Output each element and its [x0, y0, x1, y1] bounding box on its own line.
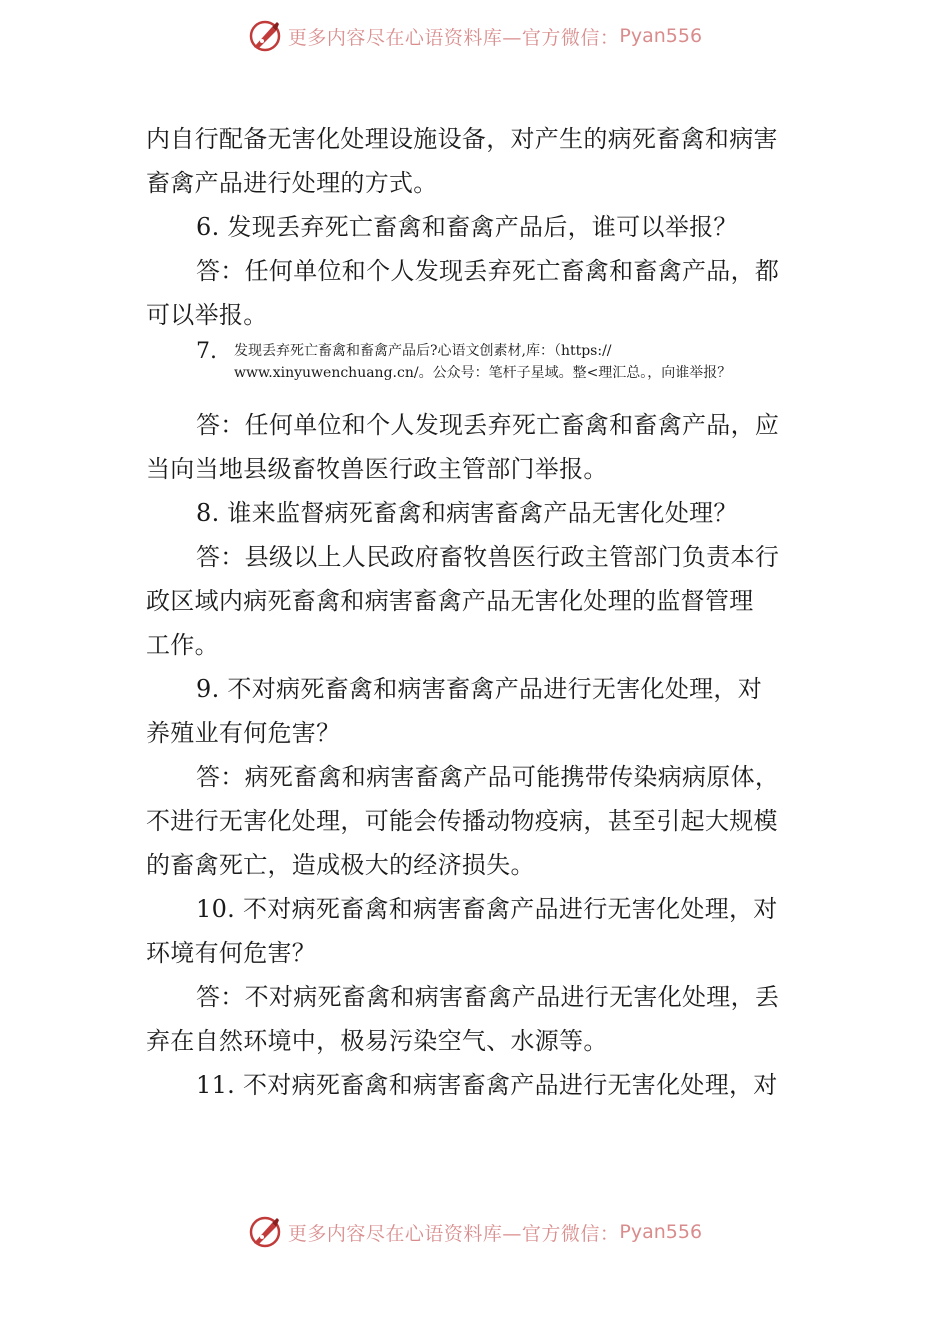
text-line: 环境有何危害？: [146, 939, 317, 967]
answer-6: 答：任何单位和个人发现丢弃死亡畜禽和畜禽产品，都: [196, 257, 780, 285]
text-line: 畜禽产品进行处理的方式。: [146, 169, 438, 197]
question-7-line-2: www.xinyuwenchuang.cn/。公众号：笔杆子星域。整<理汇总。，向谁举报？: [234, 365, 732, 381]
text-line: 政区域内病死畜禽和病害畜禽产品无害化处理的监督管理: [146, 587, 754, 615]
text-line: 弃在自然环境中，极易污染空气、水源等。: [146, 1027, 608, 1055]
text-line: 内自行配备无害化处理设施设备，对产生的病死畜禽和病害: [146, 125, 778, 153]
footer-wechat-id: Pyan556: [619, 1221, 703, 1243]
answer-10: 答：不对病死畜禽和病害畜禽产品进行无害化处理，丢: [196, 983, 780, 1011]
question-7-line-1: 发现丢弃死亡畜禽和畜禽产品后?心语文创素材,库：（https://: [234, 343, 612, 359]
pen-nib-circle-icon: [248, 1215, 282, 1249]
question-6: 6. 发现丢弃死亡畜禽和畜禽产品后，谁可以举报？: [196, 213, 738, 241]
document-body: [146, 117, 814, 1107]
answer-8: 答：县级以上人民政府畜牧兽医行政主管部门负责本行: [196, 543, 780, 571]
text-line: 工作。: [146, 631, 219, 659]
text-line: 可以举报。: [146, 301, 268, 329]
text-line: 不进行无害化处理，可能会传播动物疫病，甚至引起大规模: [146, 807, 778, 835]
header-wechat-id: Pyan556: [619, 25, 703, 47]
header-promo-text: 更多内容尽在心语资料库—官方微信：: [287, 26, 620, 49]
text-line: 的畜禽死亡，造成极大的经济损失。: [146, 851, 535, 879]
footer-promo-text: 更多内容尽在心语资料库—官方微信：: [287, 1222, 620, 1245]
footer-banner: [0, 1210, 950, 1254]
question-7-number: 7.: [196, 339, 217, 364]
question-7: [146, 339, 814, 403]
text-line: 养殖业有何危害？: [146, 719, 341, 747]
question-9: 9. 不对病死畜禽和病害畜禽产品进行无害化处理，对: [196, 675, 763, 703]
question-11: 11. 不对病死畜禽和病害畜禽产品进行无害化处理，对: [196, 1071, 778, 1099]
text-line: 当向当地县级畜牧兽医行政主管部门举报。: [146, 455, 608, 483]
answer-9: 答：病死畜禽和病害畜禽产品可能携带传染病病原体，: [196, 763, 780, 791]
header-banner: [0, 14, 950, 58]
answer-7: 答：任何单位和个人发现丢弃死亡畜禽和畜禽产品，应: [196, 411, 780, 439]
pen-nib-circle-icon: [248, 19, 282, 53]
question-10: 10. 不对病死畜禽和病害畜禽产品进行无害化处理，对: [196, 895, 778, 923]
question-8: 8. 谁来监督病死畜禽和病害畜禽产品无害化处理？: [196, 499, 738, 527]
